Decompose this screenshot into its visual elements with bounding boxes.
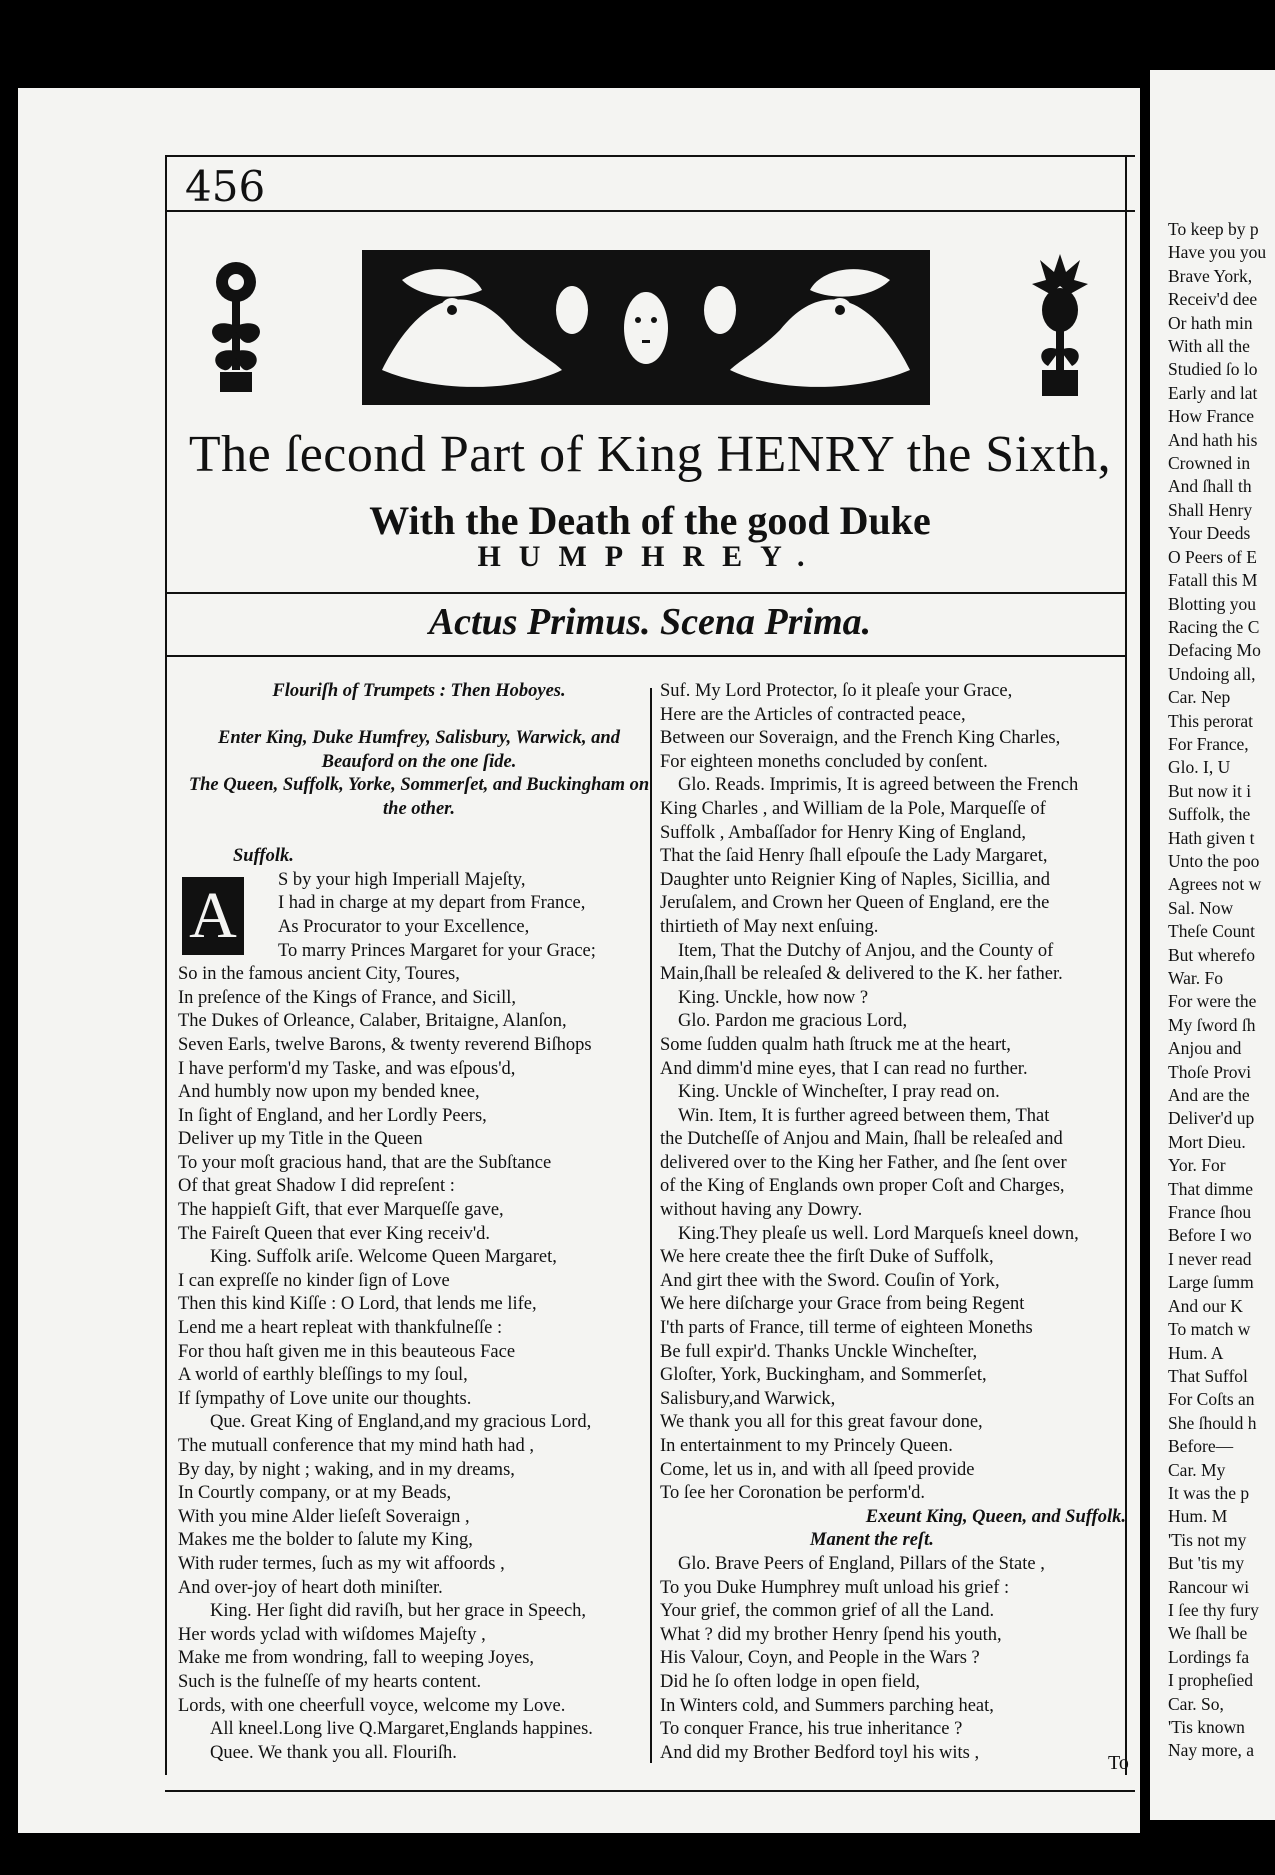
left-text-column (178, 680, 660, 1765)
text-line: If ſympathy of Love unite our thoughts. (178, 1388, 472, 1409)
text-line: His Valour, Coyn, and People in the Wars ? (660, 1648, 980, 1669)
text-line: Fatall this M (1168, 570, 1258, 591)
text-line: We ſhall be (1168, 1623, 1248, 1644)
text-line: I'th parts of France, till terme of eighteen Moneths (660, 1318, 1033, 1339)
text-line: War. Fo (1168, 968, 1223, 988)
text-line: O Peers of E (1168, 546, 1257, 567)
text-line: We here diſcharge your Grace from being Regent (660, 1294, 1025, 1315)
text-line: That dimme (1168, 1178, 1254, 1199)
text-line: Enter King, Duke Humfrey, Salisbury, Warwick, and (218, 728, 620, 749)
text-line: Thoſe Provi (1168, 1061, 1252, 1082)
text-line: Unto the poo (1168, 850, 1260, 871)
text-line: King. Her ſight did raviſh, but her grace in Speech, (210, 1601, 587, 1622)
text-line: To conquer France, his true inheritance ? (660, 1719, 963, 1740)
text-line: Between our Soveraign, and the French King Charles, (660, 728, 1061, 749)
text-line: For Coſts an (1168, 1389, 1255, 1410)
text-line: Car. So, (1168, 1693, 1224, 1714)
text-line: Glo. Brave Peers of England, Pillars of the State , (678, 1553, 1045, 1574)
text-line: The Faireſt Queen that ever King receiv'd. (178, 1223, 491, 1244)
text-line: That Suffol (1168, 1365, 1248, 1386)
text-line: Crowned in (1168, 453, 1251, 474)
thistle-ornament-icon (1030, 250, 1090, 400)
text-line: Undoing all, (1168, 663, 1256, 684)
text-line: And ſhall th (1168, 476, 1252, 497)
text-line: Studied ſo lo (1168, 359, 1258, 380)
title-rule-bottom (165, 655, 1127, 657)
page-number: 456 (185, 162, 266, 211)
text-line: Glo. Pardon me gracious Lord, (678, 1011, 908, 1032)
text-line: I have perform'd my Taske, and was eſpous'd, (178, 1058, 516, 1079)
bottom-rule (165, 1790, 1135, 1792)
text-line: Blotting you (1168, 593, 1256, 614)
text-line: King. Unckle of Wincheſter, I pray read on. (678, 1082, 1000, 1103)
text-line: We here create thee the firſt Duke of Suffolk, (660, 1247, 994, 1268)
text-line: This perorat (1168, 710, 1254, 731)
text-line: For were the (1168, 991, 1257, 1012)
top-rule (165, 155, 1135, 157)
text-line: Hath given t (1168, 827, 1255, 848)
text-line: Mort Dieu. (1168, 1131, 1246, 1152)
text-line: And girt thee with the Sword. Couſin of York, (660, 1270, 1000, 1291)
text-line: Racing the C (1168, 616, 1260, 637)
text-line: Daughter unto Reignier King of Naples, Sicillia, and (660, 869, 1050, 890)
text-line: Seven Earls, twelve Barons, & twenty reverend Biſhops (178, 1034, 592, 1055)
text-line: Quee. We thank you all. Flouriſh. (210, 1742, 457, 1763)
text-line: And dimm'd mine eyes, that I can read no further. (660, 1058, 1028, 1079)
text-line: Lordings fa (1168, 1646, 1250, 1667)
text-line: Win. Item, It is further agreed between them, That (678, 1105, 1050, 1126)
right-text-column (660, 680, 1126, 1765)
text-line: But wherefo (1168, 944, 1255, 965)
text-line: In entertainment to my Princely Queen. (660, 1436, 953, 1456)
text-line: To your moſt gracious hand, that are the Subſtance (178, 1152, 552, 1173)
text-line: I had in charge at my depart from France, (278, 893, 586, 914)
text-line: Deliver up my Title in the Queen (178, 1129, 423, 1150)
text-line: King Charles , and William de la Pole, Marqueſſe of (660, 798, 1046, 819)
text-line: Have you you (1168, 242, 1267, 263)
text-line: delivered over to the King her Father, and ſhe ſent over (660, 1152, 1067, 1173)
text-line: In ſight of England, and her Lordly Peers, (178, 1105, 487, 1126)
text-line: And over-joy of heart doth miniſter. (178, 1577, 443, 1598)
text-line: To you Duke Humphrey muſt unload his grief : (660, 1577, 1010, 1598)
text-line: Item, That the Dutchy of Anjou, and the County of (678, 940, 1054, 961)
text-line: What ? did my brother Henry ſpend his youth, (660, 1624, 1002, 1645)
text-line: Lords, with one cheerfull voyce, welcome my Love. (178, 1695, 566, 1716)
text-line: But now it i (1168, 780, 1252, 801)
text-line: Que. Great King of England,and my gracious Lord, (210, 1412, 592, 1433)
text-line: Makes me the bolder to ſalute my King, (178, 1530, 473, 1551)
text-line: Yor. For (1168, 1155, 1226, 1176)
text-line: Defacing Mo (1168, 640, 1261, 661)
text-line: Or hath min (1168, 312, 1253, 333)
text-line: Nay more, a (1168, 1740, 1255, 1761)
text-line: For eighteen moneths concluded by conſent. (660, 751, 988, 772)
text-line: Of that great Shadow I did repreſent : (178, 1176, 455, 1197)
text-line: My ſword ſh (1168, 1014, 1256, 1035)
text-line: King. Unckle, how now ? (678, 987, 869, 1008)
text-line: Did he ſo often lodge in open field, (660, 1671, 920, 1692)
text-line (178, 822, 660, 846)
text-line: To marry Princes Margaret for your Grace; (278, 940, 596, 961)
text-line: Anjou and (1168, 1038, 1242, 1059)
text-line: Lend me a heart repleat with thankfulneſſe : (178, 1318, 503, 1339)
text-line: For thou haſt given me in this beauteous Face (178, 1341, 516, 1362)
text-line: By day, by night ; waking, and in my dreams, (178, 1459, 515, 1480)
text-line: Suffolk. (233, 846, 294, 867)
text-line: 'Tis not my (1168, 1529, 1247, 1550)
text-line: Her words yclad with wiſdomes Majeſty , (178, 1624, 486, 1645)
text-line: Hum. A (1168, 1342, 1224, 1363)
text-line: Exeunt King, Queen, and Suffolk. (865, 1506, 1126, 1527)
text-line: For France, (1168, 733, 1249, 754)
drop-cap: A (182, 877, 244, 955)
text-line: In Winters cold, and Summers parching heat, (660, 1695, 994, 1716)
text-line: The mutuall conference that my mind hath had , (178, 1436, 535, 1456)
text-line: Flouriſh of Trumpets : Then Hoboyes. (272, 681, 566, 701)
text-line: With all the (1168, 336, 1250, 357)
text-line: Deliver'd up (1168, 1108, 1255, 1129)
text-line: Glo. Reads. Imprimis, It is agreed between the French (678, 775, 1079, 796)
text-line: Car. My (1168, 1459, 1226, 1480)
text-line: The happieſt Gift, that ever Marqueſſe gave, (178, 1200, 504, 1221)
text-line: Before— (1168, 1436, 1234, 1457)
text-line: Beauford on the one ſide. (321, 751, 517, 772)
text-line: To keep by p (1168, 219, 1259, 239)
text-line: without having any Dowry. (660, 1200, 863, 1221)
text-line: Theſe Count (1168, 921, 1255, 942)
text-line: All kneel.Long live Q.Margaret,Englands happines. (210, 1719, 593, 1740)
text-line: And hath his (1168, 429, 1258, 450)
text-line: With you mine Alder lieſeſt Soveraign , (178, 1506, 470, 1527)
header-rule (165, 210, 1135, 212)
text-line: The Dukes of Orleance, Calaber, Britaigne, Alanſon, (178, 1011, 567, 1032)
text-line: Jeruſalem, and Crown her Queen of England, ere the (660, 893, 1050, 914)
text-line: Sal. Now (1168, 897, 1234, 918)
text-line: Agrees not w (1168, 874, 1262, 895)
text-line: 'Tis known (1168, 1717, 1245, 1737)
text-line: Make me from wondring, fall to weeping Joyes, (178, 1648, 535, 1669)
facing-page-column (1168, 218, 1275, 1763)
rose-ornament-icon (200, 256, 272, 396)
text-line: Your Deeds (1168, 523, 1251, 544)
text-line: Main,ſhall be releaſed & delivered to the K. her father. (660, 964, 1063, 985)
text-line: I can expreſſe no kinder ſign of Love (178, 1270, 450, 1291)
text-line: In preſence of the Kings of France, and Sicill, (178, 987, 517, 1008)
play-subtitle-name: HUMPHREY. (477, 540, 823, 573)
text-line: A world of earthly bleſſings to my ſoul, (178, 1365, 468, 1386)
act-scene-heading: Actus Primus. Scena Prima. (428, 601, 872, 643)
text-line: We thank you all for this great favour done, (660, 1412, 983, 1433)
text-line: Suf. My Lord Protector, ſo it pleaſe your Grace, (660, 681, 1013, 701)
text-line: King. Suffolk ariſe. Welcome Queen Margaret, (210, 1247, 557, 1268)
text-line: Gloſter, York, Buckingham, and Sommerſet, (660, 1365, 987, 1386)
left-border (165, 155, 167, 1775)
text-line: I never read (1168, 1248, 1252, 1269)
text-line: Salisbury,and Warwick, (660, 1388, 836, 1409)
text-line: To ſee her Coronation be perform'd. (660, 1483, 926, 1504)
text-line: And humbly now upon my bended knee, (178, 1082, 480, 1103)
text-line: I ſee thy fury (1168, 1599, 1259, 1620)
text-line: Manent the reſt. (810, 1530, 934, 1551)
text-line: So in the famous ancient City, Toures, (178, 964, 460, 985)
play-title: The ſecond Part of King HENRY the Sixth, (188, 426, 1112, 483)
title-rule-top (165, 592, 1127, 594)
text-line: Glo. I, U (1168, 757, 1231, 778)
text-line: How France (1168, 406, 1255, 427)
text-line: She ſhould h (1168, 1412, 1257, 1433)
text-line: France ſhou (1168, 1202, 1252, 1223)
text-line: Suffolk, the (1168, 804, 1251, 825)
text-line: That the ſaid Henry ſhall eſpouſe the Lady Margaret, (660, 846, 1048, 867)
text-line: But 'tis my (1168, 1553, 1245, 1574)
text-line: Receiv'd dee (1168, 289, 1258, 310)
text-line: of the King of Englands own proper Coſt and Charges, (660, 1176, 1065, 1197)
text-line: Suffolk , Ambaſſador for Henry King of England, (660, 822, 1026, 843)
text-line: To match w (1168, 1319, 1251, 1340)
text-line: With ruder termes, ſuch as my wit affoords , (178, 1553, 505, 1574)
text-line: It was the p (1168, 1482, 1250, 1503)
text-line: I propheſied (1168, 1670, 1254, 1691)
text-line: Here are the Articles of contracted peace, (660, 704, 966, 725)
text-line: Early and lat (1168, 382, 1258, 403)
text-line: Hum. M (1168, 1506, 1228, 1527)
text-line (178, 704, 660, 728)
text-line: And our K (1168, 1295, 1243, 1316)
headpiece-ornament-icon (362, 250, 930, 405)
text-line: the Dutcheſſe of Anjou and Main, ſhall be releaſed and (660, 1129, 1063, 1150)
text-line: Large ſumm (1168, 1272, 1254, 1293)
text-line: Car. Nep (1168, 687, 1231, 708)
catchword: To (1108, 1752, 1129, 1774)
text-line: Brave York, (1168, 265, 1253, 286)
text-line: And are the (1168, 1085, 1250, 1106)
text-line: thirtieth of May next enſuing. (660, 916, 879, 937)
text-line: Rancour wi (1168, 1576, 1250, 1597)
text-line: Then this kind Kiſſe : O Lord, that lends me life, (178, 1294, 537, 1315)
text-line: And did my Brother Bedford toyl his wits , (660, 1742, 980, 1763)
text-line: In Courtly company, or at my Beads, (178, 1483, 452, 1504)
text-line: Some ſudden qualm hath ſtruck me at the heart, (660, 1034, 1011, 1055)
text-line: As Procurator to your Excellence, (278, 916, 530, 937)
text-line: The Queen, Suffolk, Yorke, Sommerſet, and Buckingham on the other. (188, 775, 650, 819)
text-line: Be full expir'd. Thanks Unckle Wincheſter, (660, 1341, 978, 1362)
text-line: S by your high Imperiall Majeſty, (278, 869, 526, 890)
text-line: Shall Henry (1168, 499, 1253, 520)
text-line: King.They pleaſe us well. Lord Marqueſs kneel down, (678, 1223, 1079, 1244)
text-line: Come, let us in, and with all ſpeed provide (660, 1459, 975, 1480)
text-line: Your grief, the common grief of all the Land. (660, 1601, 995, 1622)
text-line: Such is the fulneſſe of my hearts content. (178, 1671, 482, 1692)
text-line: Before I wo (1168, 1225, 1252, 1246)
play-subtitle: With the Death of the good Duke (369, 498, 931, 543)
